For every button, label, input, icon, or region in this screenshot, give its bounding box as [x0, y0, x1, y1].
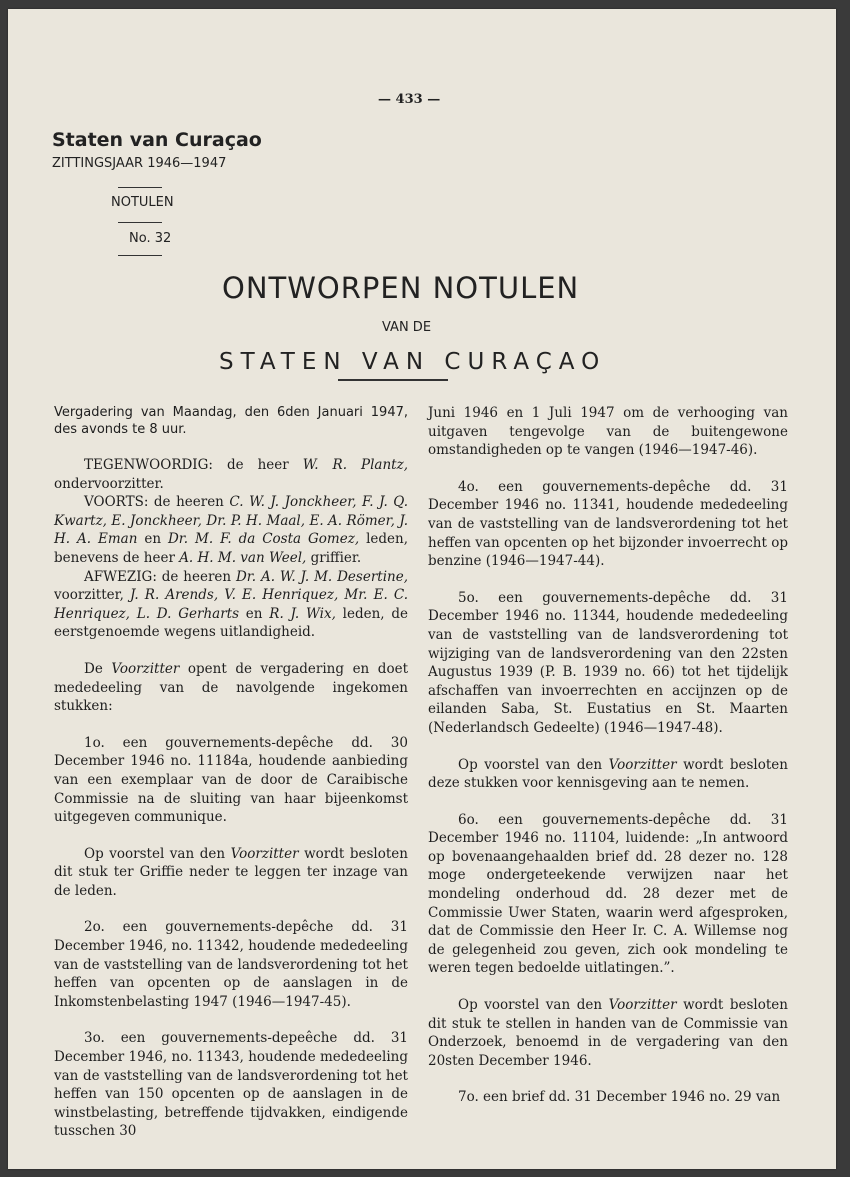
header-number: No. 32 [129, 231, 172, 246]
page-number: — 433 — [378, 92, 441, 107]
document-page [8, 9, 836, 1169]
item-3: 3o. een gouvernements-depeêche dd. 31 December 1946, no. 11343, houdende mededeeling van de vaststelling van de landsverordening tot het heffen van 150 opcenten op de aanslagen in de winstbelasting, betreffende tijdvakken, eindigende tusschen 30 [54, 1030, 408, 1140]
meeting-heading: Vergadering van Maandag, den 6den Januari 1947, des avonds te 8 uur. [54, 405, 408, 437]
title-underline [338, 379, 448, 381]
header-divider [118, 187, 162, 188]
header-notulen: NOTULEN [111, 195, 174, 210]
voorts-paragraph: VOORTS: de heeren C. W. J. Jonckheer, F. J. Q. Kwartz, E. Jonckheer, Dr. P. H. Maal, E. A. Römer, J. H. A. Eman en Dr. M. F. da Costa Gomez, leden, benevens de heer A. H. M. van Weel, griffier. [54, 494, 408, 566]
item-3-continued: Juni 1946 en 1 Juli 1947 om de verhooging van uitgaven tengevolge van de buitengewone omstandigheden op te vangen (1946—1947-46). [428, 405, 788, 459]
voorstel-1: Op voorstel van den Voorzitter wordt besloten dit stuk ter Griffie neder te leggen ter inzage van de leden. [54, 845, 408, 899]
item-4: 4o. een gouvernements-depêche dd. 31 December 1946 no. 11341, houdende mededeeling van de vaststelling van de landsverordening tot het heffen van opcenten op het bijzonder invoerrecht op benzine (1946—1947-44). [428, 478, 788, 570]
item-1: 1o. een gouvernements-depêche dd. 30 December 1946 no. 11184a, houdende aanbieding van een exemplaar van de door de Caraibische Commissie na de sluiting van haar bijeenkomst uitgegeven communique. [54, 734, 408, 826]
item-6: 6o. een gouvernements-depêche dd. 31 December 1946 no. 11104, luidende: „In antwoord op bovenaangehaalden brief dd. 28 dezer no. 128 moge ondergeteekende verwijzen naar het mondeling onderhoud dd. 28 dezer met de Commissie Uwer Staten, waarin werd afgesproken, dat de Commissie den Heer Ir. C. A. Willemse nog de gelegenheid zou geven, zich ook mondeling te weren tegen bedoelde uitlatingen.”. [428, 811, 788, 977]
staten-title: STATEN VAN CURAÇAO [219, 349, 607, 375]
item-7: 7o. een brief dd. 31 December 1946 no. 29 van [458, 1089, 781, 1106]
right-column [428, 404, 788, 1107]
header-subtitle: ZITTINGSJAAR 1946—1947 [52, 156, 227, 171]
header-title: Staten van Curaçao [52, 129, 262, 151]
van-de: VAN DE [382, 320, 432, 335]
afwezig-paragraph: AFWEZIG: de heeren Dr. A. W. J. M. Desertine, voorzitter, J. R. Arends, V. E. Henriquez, Mr. E. C. Henriquez, L. D. Gerharts en R. J. Wix, leden, de eerstgenoemde wegens uitlandigheid. [54, 568, 409, 641]
header-divider [118, 222, 162, 223]
item-5: 5o. een gouvernements-depêche dd. 31 December 1946 no. 11344, houdende mededeeling van de vaststelling van de landsverordening tot wijziging van de landsverordening van den 22sten Augustus 1939 (P. B. 1939 no. 66) tot het tijdelijk afschaffen van invoerrechten en accijnzen op de eilanden Saba, St. Eustatius en St. Maarten (Nederlandsch Gedeelte) (1946—1947-48). [428, 589, 788, 736]
voorstel-2: Op voorstel van den Voorzitter wordt besloten deze stukken voor kennisgeving aan te nemen. [428, 756, 788, 792]
opening-paragraph: De Voorzitter opent de vergadering en doet mededeeling van de navolgende ingekomen stukken: [54, 660, 408, 715]
item-2: 2o. een gouvernements-depêche dd. 31 December 1946, no. 11342, houdende mededeeling van de vaststelling van de landsverordening tot het heffen van opcenten op de aanslagen in de Inkomstenbelasting 1947 (1946—1947-45). [54, 919, 408, 1010]
voorstel-3: Op voorstel van den Voorzitter wordt besloten dit stuk te stellen in handen van de Commissie van Onderzoek, benoemd in de vergadering van den 20sten December 1946. [428, 997, 788, 1069]
main-title: ONTWORPEN NOTULEN [222, 271, 580, 305]
header-divider [118, 255, 162, 256]
tegenwoordig-paragraph: TEGENWOORDIG: de heer W. R. Plantz, ondervoorzitter. [54, 457, 408, 492]
left-column [54, 404, 408, 1141]
